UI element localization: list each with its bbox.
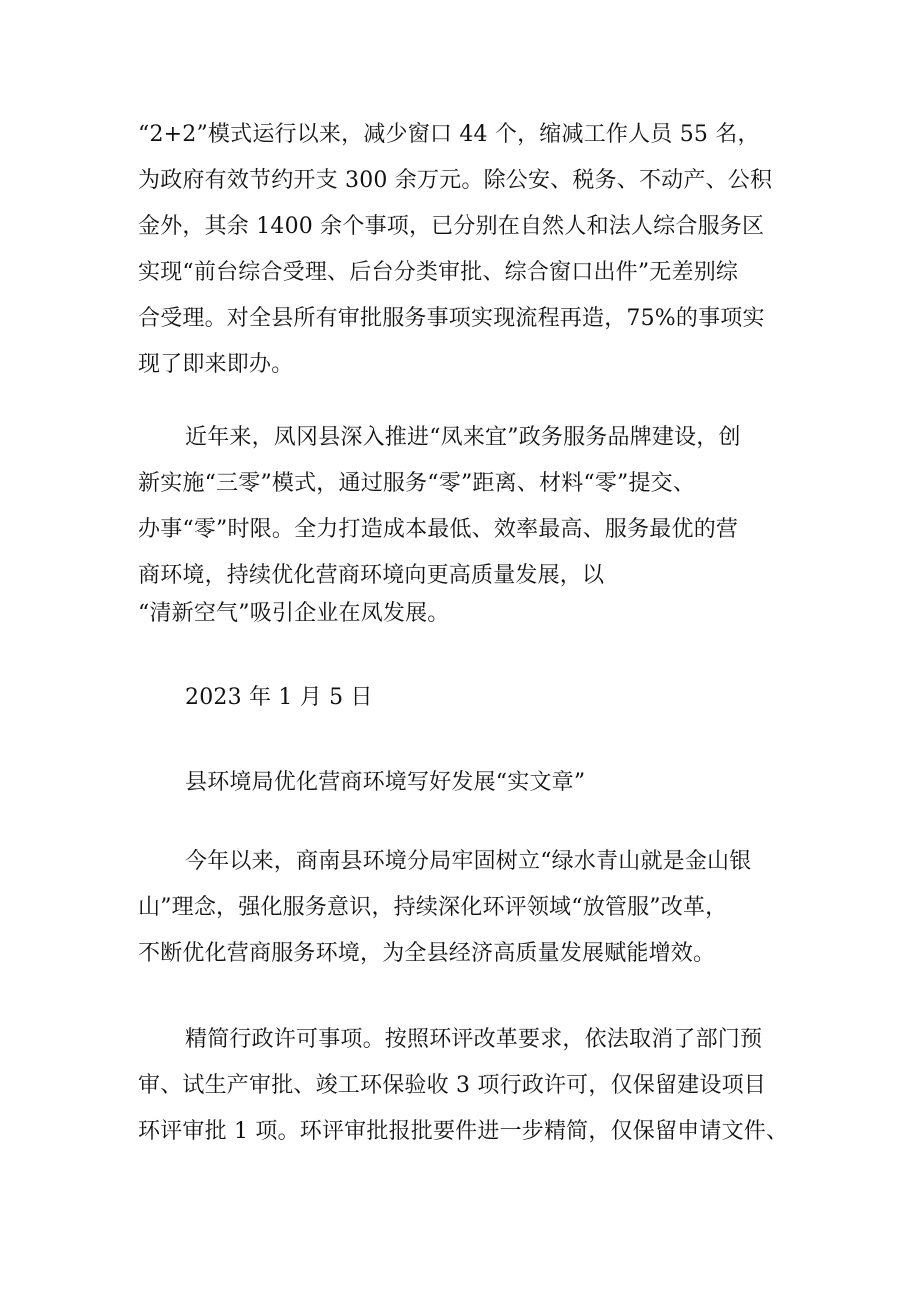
document-date: 2023 年 1 月 5 日 [185, 685, 373, 710]
paragraph-line: “清新空气”吸引企业在凤发展。 [138, 601, 450, 626]
paragraph-line: 实现“前台综合受理、后台分类审批、综合窗口出件”无差别综 [138, 260, 739, 285]
paragraph-line: 今年以来，商南县环境分局牢固树立“绿水青山就是金山银 [185, 849, 752, 874]
paragraph-line: 近年来，凤冈县深入推进“凤来宜”政务服务品牌建设，创 [185, 425, 741, 450]
paragraph-line: 山”理念，强化服务意识，持续深化环评领域“放管服”改革， [138, 895, 728, 920]
paragraph-line: 精简行政许可事项。按照环评改革要求，依法取消了部门预 [185, 1027, 763, 1052]
paragraph-line: 新实施“三零”模式，通过服务“零”距离、材料“零”提交、 [138, 471, 696, 496]
paragraph-line: 金外，其余 1400 余个事项，已分别在自然人和法人综合服务区 [138, 214, 765, 239]
paragraph-line: “2+2”模式运行以来，减少窗口 44 个，缩减工作人员 55 名， [138, 122, 760, 147]
paragraph-line: 办事“零”时限。全力打造成本最低、效率最高、服务最优的营 [138, 517, 739, 542]
paragraph-line: 商环境，持续优化营商环境向更高质量发展，以 [138, 563, 605, 588]
paragraph-line: 合受理。对全县所有审批服务事项实现流程再造，75%的事项实 [138, 306, 765, 331]
paragraph-line: 现了即来即办。 [138, 352, 294, 377]
paragraph-line: 审、试生产审批、竣工环保验收 3 项行政许可，仅保留建设项目 [138, 1073, 766, 1098]
paragraph-line: 不断优化营商服务环境，为全县经济高质量发展赋能增效。 [138, 941, 716, 966]
paragraph-line: 环评审批 1 项。环评审批报批要件进一步精简，仅保留申请文件、 [138, 1119, 789, 1144]
article-title: 县环境局优化营商环境写好发展“实文章” [185, 770, 586, 795]
paragraph-line: 为政府有效节约开支 300 余万元。除公安、税务、不动产、公积 [138, 168, 773, 193]
